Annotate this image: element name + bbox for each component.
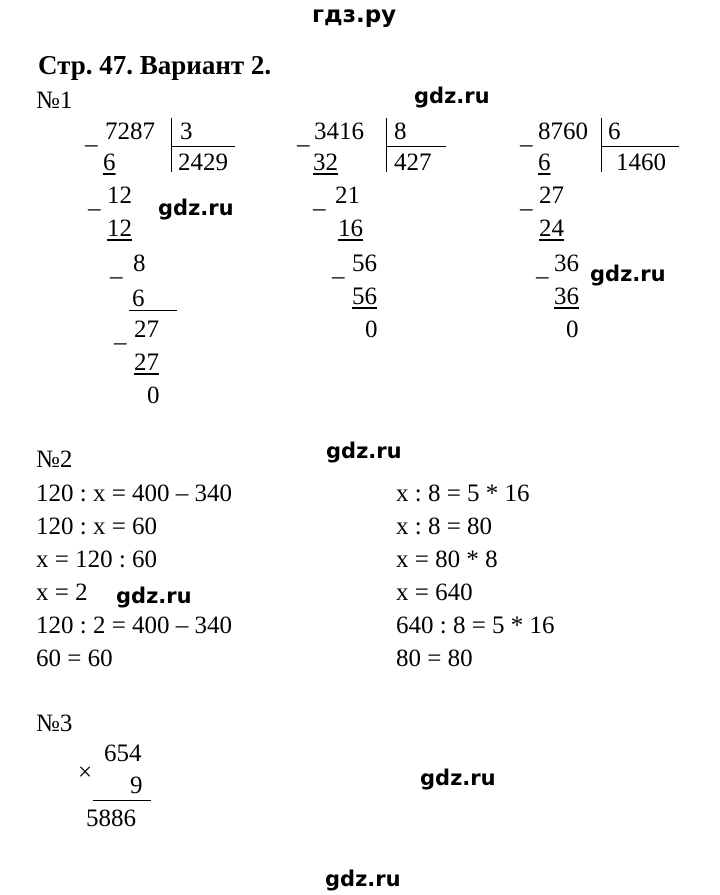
divisor: 6 — [608, 118, 621, 145]
step: 6 — [103, 149, 116, 176]
equation-line: 120 : 2 = 400 – 340 — [36, 612, 233, 639]
watermark: gdz.ru — [590, 262, 666, 286]
multiply-sign: × — [78, 759, 93, 786]
minus-sign: _ — [520, 122, 533, 149]
step: 0 — [365, 316, 378, 343]
minus-sign: _ — [332, 254, 345, 281]
step: 16 — [338, 215, 363, 242]
dividend: 7287 — [105, 118, 155, 145]
task2-label: №2 — [36, 446, 73, 473]
divisor-line — [601, 146, 679, 147]
step: 36 — [554, 250, 579, 277]
step: 0 — [147, 382, 160, 409]
site-header: гдз.ру — [312, 2, 397, 28]
divisor: 3 — [180, 118, 193, 145]
product-line — [93, 800, 151, 801]
dividend: 8760 — [538, 118, 588, 145]
quotient: 427 — [394, 149, 432, 176]
step: 0 — [566, 316, 579, 343]
equation-line: 80 = 80 — [396, 645, 473, 672]
equation-line: x : 8 = 80 — [396, 513, 493, 540]
task3-label: №3 — [36, 710, 73, 737]
equation-line: x = 80 * 8 — [396, 546, 498, 573]
minus-sign: _ — [297, 122, 310, 149]
quotient: 2429 — [178, 149, 228, 176]
step: 32 — [313, 149, 338, 176]
minus-sign: _ — [88, 186, 101, 213]
equation-line: x : 8 = 5 * 16 — [396, 480, 530, 507]
watermark-footer: gdz.ru — [325, 867, 401, 891]
divisor: 8 — [394, 118, 407, 145]
step: 56 — [352, 283, 377, 310]
step: 27 — [539, 182, 564, 209]
step: 6 — [132, 285, 145, 312]
product: 5886 — [86, 805, 136, 832]
multiplier: 9 — [130, 772, 143, 799]
page-title: Стр. 47. Вариант 2. — [38, 50, 272, 80]
step: 24 — [539, 215, 564, 242]
step: 12 — [107, 215, 132, 242]
step: 8 — [133, 250, 146, 277]
step: 6 — [538, 149, 551, 176]
equation-line: x = 2 — [36, 579, 88, 606]
dividend: 3416 — [314, 118, 364, 145]
step: 27 — [134, 349, 159, 376]
quotient: 1460 — [616, 149, 666, 176]
task1-label: №1 — [36, 87, 73, 114]
minus-sign: _ — [110, 254, 123, 281]
division-bracket — [171, 118, 172, 172]
equation-line: 640 : 8 = 5 * 16 — [396, 612, 555, 639]
step: 36 — [554, 283, 579, 310]
watermark: gdz.ru — [326, 439, 402, 463]
divisor-line — [171, 146, 235, 147]
step: 27 — [134, 316, 159, 343]
watermark: gdz.ru — [158, 196, 234, 220]
equation-line: x = 120 : 60 — [36, 546, 158, 573]
equation-line: x = 640 — [396, 579, 473, 606]
divisor-line — [386, 146, 446, 147]
multiplicand: 654 — [104, 740, 142, 767]
step: 21 — [335, 182, 360, 209]
minus-sign: _ — [114, 320, 127, 347]
step: 12 — [107, 182, 132, 209]
division-bracket — [601, 118, 602, 172]
step-line — [129, 310, 177, 311]
minus-sign: _ — [536, 254, 549, 281]
division-bracket — [386, 118, 387, 172]
watermark: gdz.ru — [116, 584, 192, 608]
minus-sign: _ — [313, 186, 326, 213]
minus-sign: _ — [520, 186, 533, 213]
watermark: gdz.ru — [414, 84, 490, 108]
minus-sign: _ — [85, 122, 98, 149]
equation-line: 120 : x = 60 — [36, 513, 158, 540]
equation-line: 60 = 60 — [36, 645, 113, 672]
watermark: gdz.ru — [420, 766, 496, 790]
step: 56 — [352, 250, 377, 277]
equation-line: 120 : x = 400 – 340 — [36, 480, 233, 507]
